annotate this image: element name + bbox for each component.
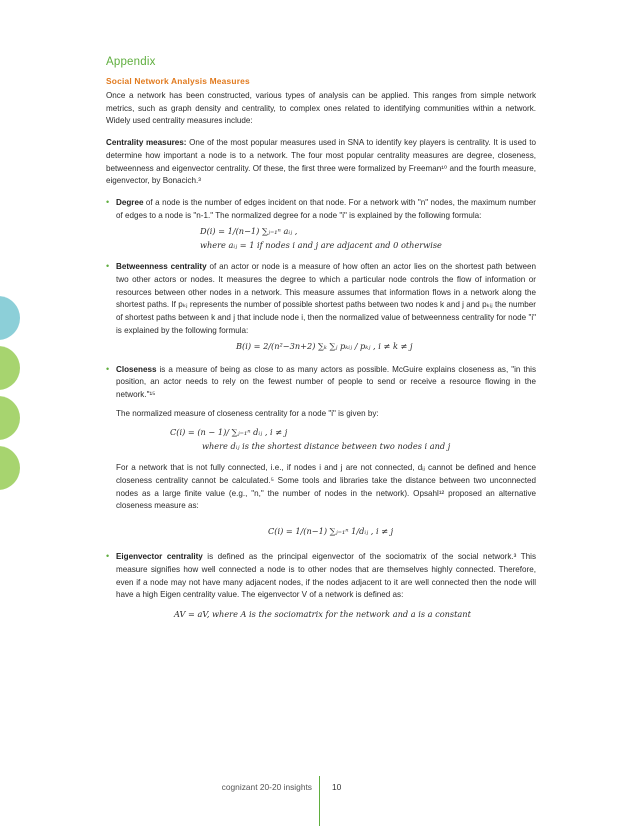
eigenvector-formula: AV = aV, where A is the sociomatrix for the network and a is a constant xyxy=(174,608,471,619)
degree-paragraph xyxy=(116,197,536,222)
page-number: 10 xyxy=(332,782,342,792)
closeness-text: is a measure of being as close to as many actors as possible. McGuire explains closeness as, "in this position, an actor needs to rely on the fewest number of people to send or receive a resource flowing in the network."¹⁵ xyxy=(116,364,536,399)
closeness-paragraph xyxy=(116,364,536,402)
closeness-formula-note: where dᵢⱼ is the shortest distance between two nodes i and j xyxy=(202,441,451,452)
closeness-label: Closeness xyxy=(116,364,157,374)
centrality-text: One of the most popular measures used in SNA to identify key players is centrality. It is used to determine how important a node is to a network. The four most popular centrality measures are degree, closeness, betweenness and eigenvector centrality. Of these, the first three were formalized by Freeman¹⁰ and the fourth measure, eigenvector, by Bonacich.³ xyxy=(106,138,536,186)
appendix-heading: Appendix xyxy=(106,56,156,68)
betweenness-text: of an actor or node is a measure of how often an actor lies on the shortest path between two other actors or nodes. It measures the degree to which a particular node controls the flow of information or resources between other nodes in a network. This measure assumes that information flows in a network along the shortest paths. If pₖⱼ represents the number of possible shortest paths between two nodes k and j and pₖᵢⱼ the number of shortest paths between k and j that include node i, then the normalized value of betweenness centrality for node "i" is explained by the following formula: xyxy=(116,262,536,335)
intro-paragraph: Once a network has been constructed, various types of analysis can be applied. This ranges from simple network metrics, such as graph density and centrality, to complex ones related to identifying communities within a network. Widely used centrality measures include: xyxy=(106,91,536,126)
side-tab-teal xyxy=(0,296,20,340)
eigenvector-text: is defined as the principal eigenvector of the sociomatrix of the social network.³ This measure signifies how well connected a node is to other nodes that are themselves highly connected. Therefore, even if a node may not have many adjacent nodes, if the nodes adjacent to it are well connected then the node will have a high Eigen centrality value. The eigenvector V of a network is defined as: xyxy=(116,552,536,600)
footer-divider xyxy=(319,776,320,826)
side-tab-green xyxy=(0,396,20,440)
bullet-icon: • xyxy=(106,551,110,562)
side-tab-green xyxy=(0,446,20,490)
page-content xyxy=(106,50,536,624)
closeness-normalized: The normalized measure of closeness centrality for a node "i" is given by: xyxy=(116,408,379,418)
degree-label: Degree xyxy=(116,197,144,207)
side-tab-green xyxy=(0,346,20,390)
betweenness-label: Betweenness centrality xyxy=(116,262,207,272)
closeness-formula: C(i) = (n − 1)/ ∑ⱼ₌₁ⁿ dᵢⱼ , i ≠ j xyxy=(170,427,288,438)
degree-text: of a node is the number of edges incident on that node. For a network with "n" nodes, the maximum number of edges to a node is "n-1." The normalized degree for a node "i" is explained by the following formula: xyxy=(116,197,536,220)
betweenness-formula: B(i) = 2/(n²−3n+2) ∑ₖ ∑ⱼ pₖᵢⱼ / pₖⱼ , i ≠ k ≠ j xyxy=(236,340,413,351)
closeness-bullet xyxy=(106,364,536,402)
closeness-paragraph-2: For a network that is not fully connected, i.e., if nodes i and j are not connected, dᵢⱼ cannot be defined and hence closeness centrality cannot be calculated.⁵ Some tools and libraries take the distance between two unconnected nodes as a large finite value (e.g., "n," the number of nodes in the network). Opsahl¹² proposed an alternative closeness measure as: xyxy=(116,463,536,511)
degree-formula-note: where aᵢⱼ = 1 if nodes i and j are adjacent and 0 otherwise xyxy=(200,240,442,251)
betweenness-paragraph xyxy=(116,261,536,337)
centrality-paragraph xyxy=(106,137,536,188)
bullet-icon: • xyxy=(106,363,110,374)
section-title: Social Network Analysis Measures xyxy=(106,76,250,86)
closeness-formula-2: C(i) = 1/(n−1) ∑ⱼ₌₁ⁿ 1/dᵢⱼ , i ≠ j xyxy=(268,526,394,537)
betweenness-bullet xyxy=(106,261,536,351)
centrality-label: Centrality measures: xyxy=(106,138,187,148)
eigenvector-label: Eigenvector centrality xyxy=(116,552,203,562)
eigenvector-bullet xyxy=(106,551,536,620)
degree-formula: D(i) = 1/(n−1) ∑ⱼ₌₁ⁿ aᵢⱼ , xyxy=(200,226,298,237)
degree-bullet xyxy=(106,197,536,251)
bullet-icon: • xyxy=(106,196,110,207)
eigenvector-paragraph xyxy=(116,551,536,602)
bullet-icon: • xyxy=(106,261,110,272)
page-footer xyxy=(0,776,638,826)
footer-brand: cognizant 20-20 insights xyxy=(221,782,312,792)
